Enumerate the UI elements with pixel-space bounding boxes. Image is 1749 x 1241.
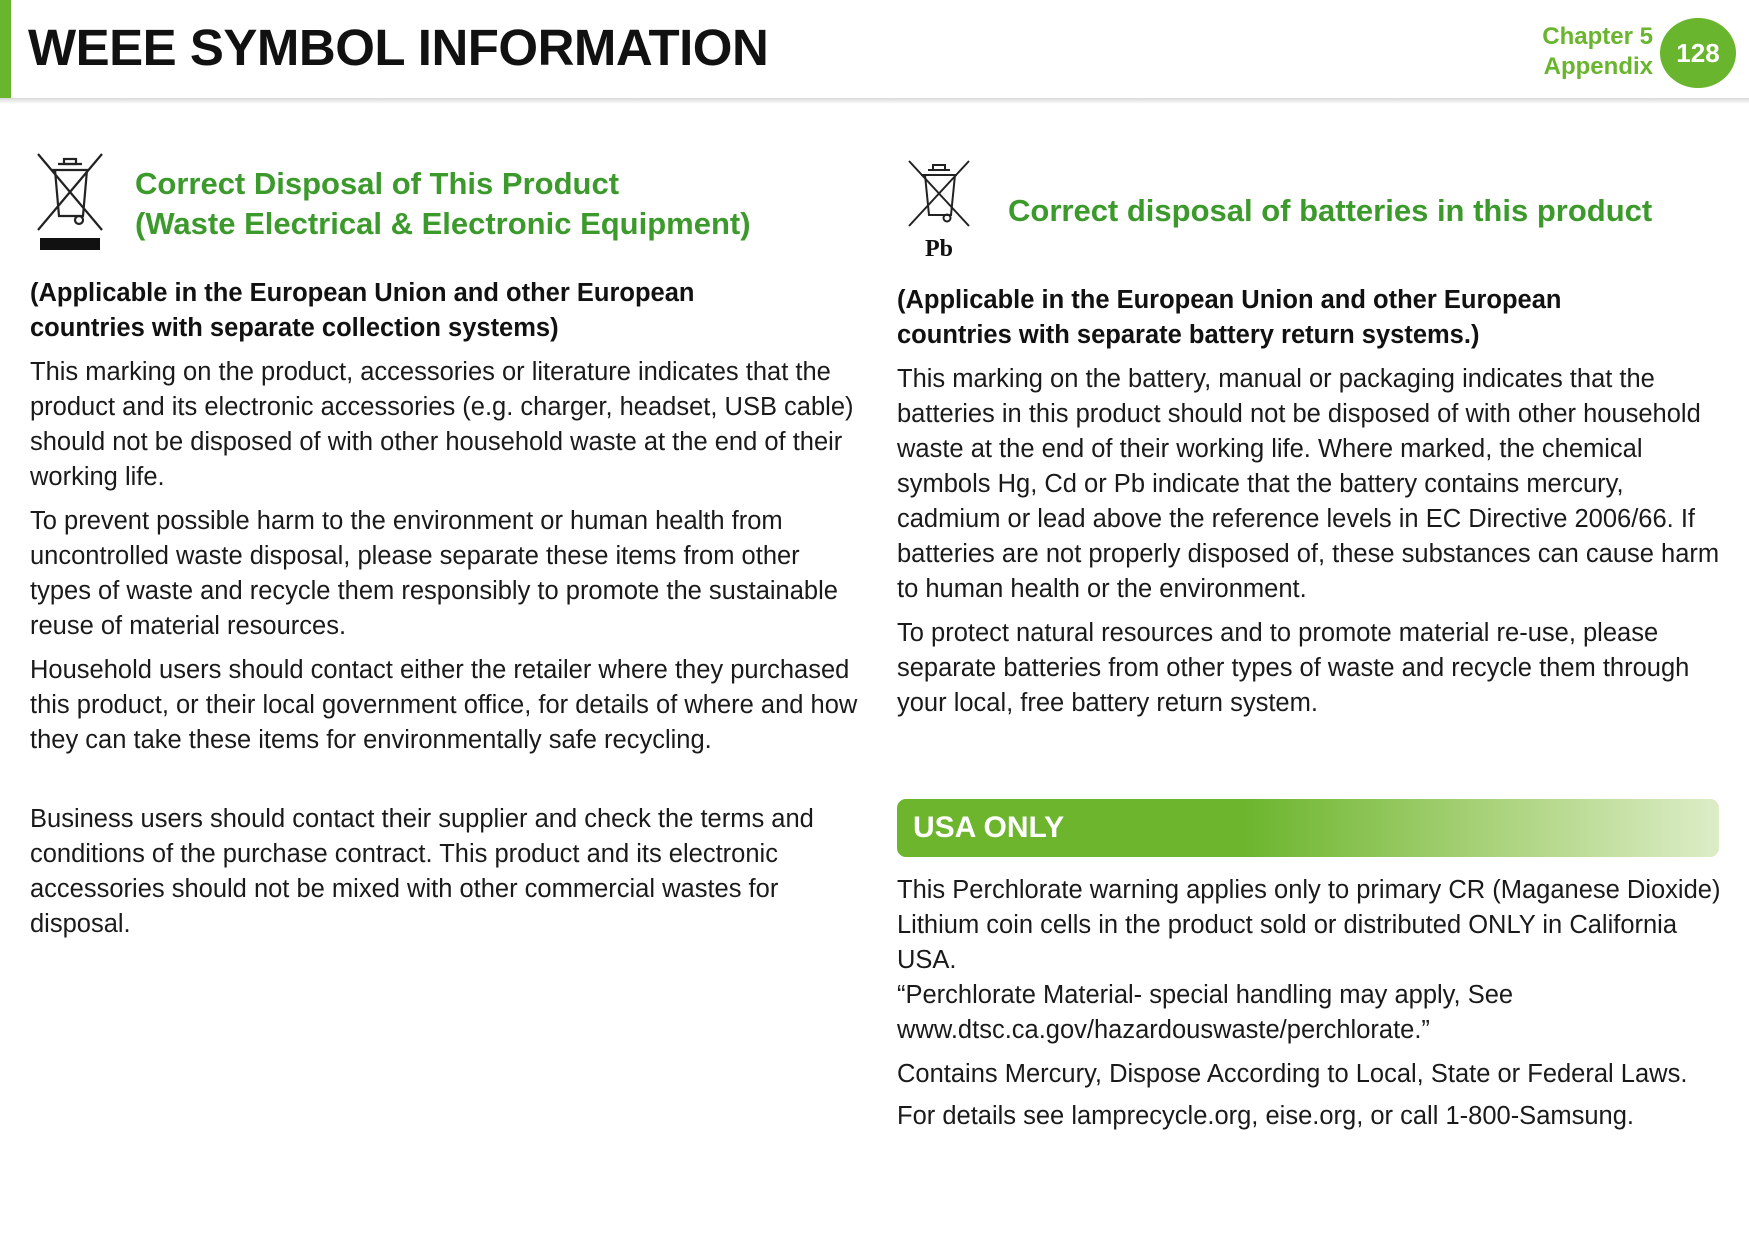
chapter-section: Appendix bbox=[1543, 53, 1653, 80]
page-title: WEEE SYMBOL INFORMATION bbox=[28, 19, 769, 76]
left-section-title-line2: (Waste Electrical & Electronic Equipment) bbox=[135, 206, 751, 241]
usa-paragraph-1: This Perchlorate warning applies only to primary CR (Maganese Dioxide) Lithium coin cells in the product sold or distributed ONLY in California USA. bbox=[897, 876, 1721, 974]
usa-paragraph-2: “Perchlorate Material- special handling may apply, See www.dtsc.ca.gov/hazardouswaste/perchlorate.” bbox=[897, 981, 1514, 1044]
right-section-title: Correct disposal of batteries in this product bbox=[1008, 193, 1653, 228]
left-section-title-line1: Correct Disposal of This Product bbox=[135, 166, 620, 201]
left-paragraph-3: Household users should contact either the retailer where they purchased this product, or their local government office, for details of where and how they can take these items for environmentally safe recycling. bbox=[30, 656, 858, 754]
left-paragraph-2: To prevent possible harm to the environment or human health from uncontrolled waste disposal, please separate these items from other types of waste and recycle them responsibly to promote the sustainable reuse of material resources. bbox=[30, 507, 838, 640]
chapter-number: Chapter 5 bbox=[1542, 23, 1653, 50]
right-applicability: (Applicable in the European Union and other European countries with separate battery return systems.) bbox=[897, 286, 1562, 349]
usa-only-label: USA ONLY bbox=[913, 811, 1065, 844]
usa-paragraph-4: For details see lamprecycle.org, eise.org, or call 1-800-Samsung. bbox=[897, 1102, 1634, 1130]
page-number-badge: 128 bbox=[1660, 18, 1736, 88]
usa-only-banner bbox=[897, 799, 1719, 857]
pb-symbol-label: Pb bbox=[925, 236, 954, 262]
right-paragraph-2: To protect natural resources and to promote material re-use, please separate batteries from other types of waste and recycle them through your local, free battery return system. bbox=[897, 619, 1690, 717]
header-accent-bar bbox=[0, 0, 11, 98]
left-applicability: (Applicable in the European Union and other European countries with separate collection systems) bbox=[30, 279, 695, 342]
crossed-out-wheeled-bin-icon bbox=[34, 150, 106, 255]
right-paragraph-1: This marking on the battery, manual or packaging indicates that the batteries in this product should not be disposed of with other household waste at the end of their working life. Where marked, the chemical symbols Hg, Cd or Pb indicate that the battery contains mercury, cadmium or lead above the reference levels in EC Directive 2006/66. If batteries are not properly disposed of, these substances can cause harm to human health or the environment. bbox=[897, 365, 1720, 603]
crossed-out-bin-pb-icon bbox=[906, 158, 972, 233]
header-divider bbox=[0, 98, 1749, 104]
left-paragraph-1: This marking on the product, accessories or literature indicates that the product and its electronic accessories (e.g. charger, headset, USB cable) should not be disposed of with other household waste at the end of their working life. bbox=[30, 358, 854, 491]
chapter-label bbox=[1542, 22, 1653, 82]
left-paragraph-4: Business users should contact their supplier and check the terms and conditions of the purchase contract. This product and its electronic accessories should not be mixed with other commercial wastes for disposal. bbox=[30, 805, 814, 938]
usa-paragraph-3: Contains Mercury, Dispose According to Local, State or Federal Laws. bbox=[897, 1060, 1688, 1088]
